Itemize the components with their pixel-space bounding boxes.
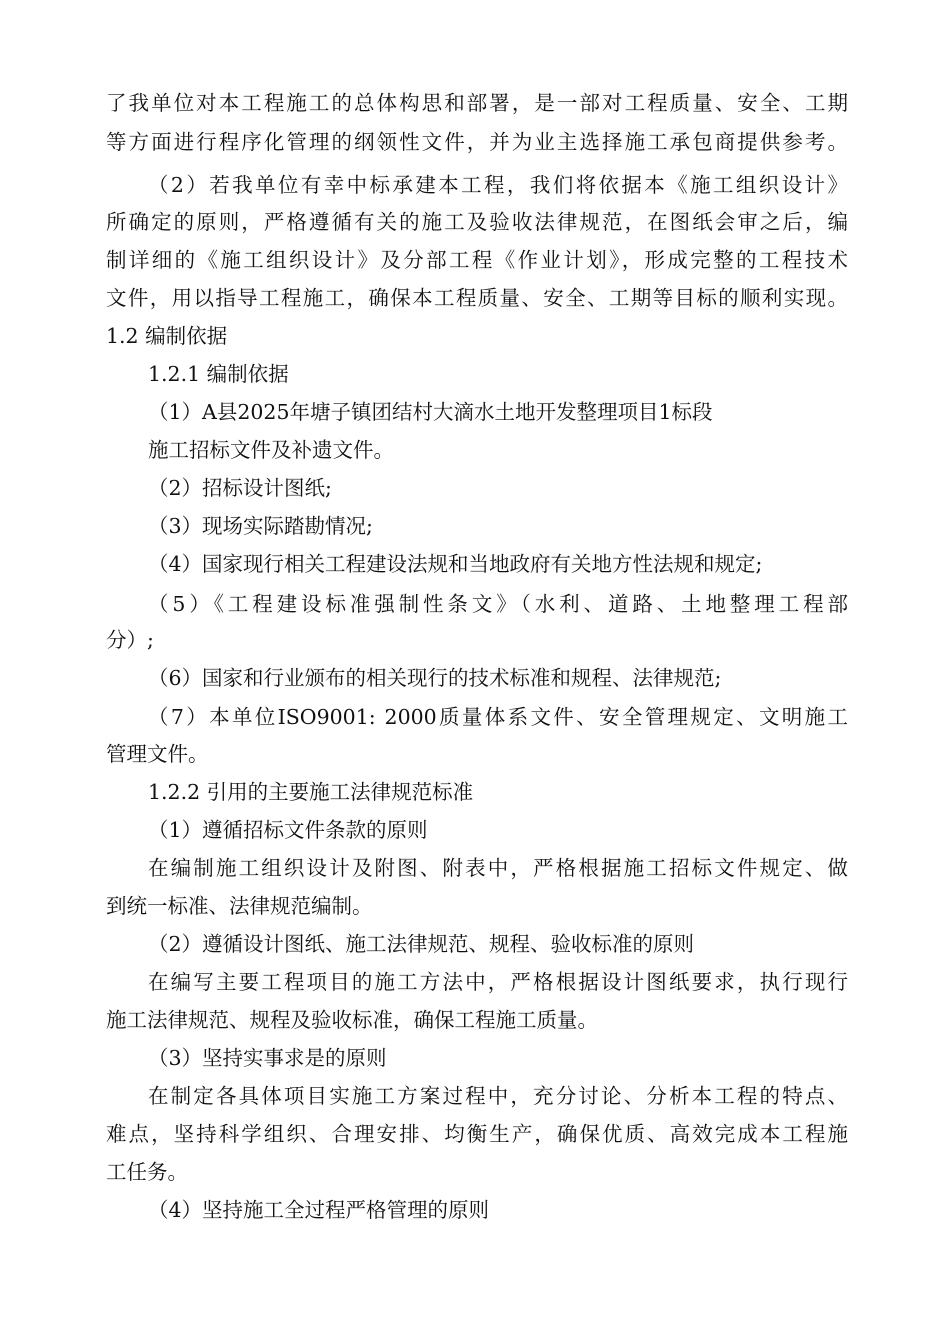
text-line-2: 等方面进行程序化管理的纲领性文件，并为业主选择施工承包商提供参考。 [106,130,848,154]
list-item-3: （3）现场实际踏勘情况; [148,514,373,538]
list-item-5: （5）《工程建设标准强制性条文》（水利、道路、土地整理工程部 [148,592,848,616]
principle-1-heading: （1）遵循招标文件条款的原则 [148,818,428,842]
list-item-5-cont: 分）; [106,628,154,652]
principle-3-heading: （3）坚持实事求是的原则 [148,1046,387,1070]
principle-3-text: 在制定各具体项目实施工方案过程中，充分讨论、分析本工程的特点、 [148,1084,848,1108]
list-item-2: （2）招标设计图纸; [148,476,332,500]
list-item-6: （6）国家和行业颁布的相关现行的技术标准和规程、法律规范; [148,666,722,690]
principle-1-text-cont: 到统一标准、法律规范编制。 [106,894,373,918]
text-line-5: 制详细的《施工组织设计》及分部工程《作业计划》，形成完整的工程技术 [106,248,848,272]
list-item-7: （7）本单位ISO9001: 2000质量体系文件、安全管理规定、文明施工 [148,705,848,729]
text-line-3: （2）若我单位有幸中标承建本工程，我们将依据本《施工组织设计》 [148,173,848,197]
list-item-4: （4）国家现行相关工程建设法规和当地政府有关地方性法规和规定; [148,552,763,576]
principle-2-text-cont: 施工法律规范、规程及验收标准，确保工程施工质量。 [106,1008,598,1032]
principle-2-heading: （2）遵循设计图纸、施工法律规范、规程、验收标准的原则 [148,932,695,956]
list-item-7-cont: 管理文件。 [106,742,209,766]
list-item-1: （1）A县2025年塘子镇团结村大滴水土地开发整理项目1标段 [148,400,713,424]
subsection-heading-1-2-1: 1.2.1 编制依据 [148,362,289,386]
principle-2-text: 在编写主要工程项目的施工方法中，严格根据设计图纸要求，执行现行 [148,970,848,994]
subsection-heading-1-2-2: 1.2.2 引用的主要施工法律规范标准 [148,780,474,804]
text-line-1: 了我单位对本工程施工的总体构思和部署，是一部对工程质量、安全、工期 [106,91,848,115]
principle-1-text: 在编制施工组织设计及附图、附表中，严格根据施工招标文件规定、做 [148,856,848,880]
text-line-6: 文件，用以指导工程施工，确保本工程质量、安全、工期等目标的顺利实现。 [106,286,848,310]
principle-3-text-end: 工任务。 [106,1160,188,1184]
text-line-4: 所确定的原则，严格遵循有关的施工及验收法律规范，在图纸会审之后，编 [106,210,848,234]
section-heading-1-2: 1.2 编制依据 [106,324,228,348]
principle-4-heading: （4）坚持施工全过程严格管理的原则 [148,1198,490,1222]
principle-3-text-cont: 难点，坚持科学组织、合理安排、均衡生产，确保优质、高效完成本工程施 [106,1122,848,1146]
list-item-1-cont: 施工招标文件及补遗文件。 [148,438,394,462]
